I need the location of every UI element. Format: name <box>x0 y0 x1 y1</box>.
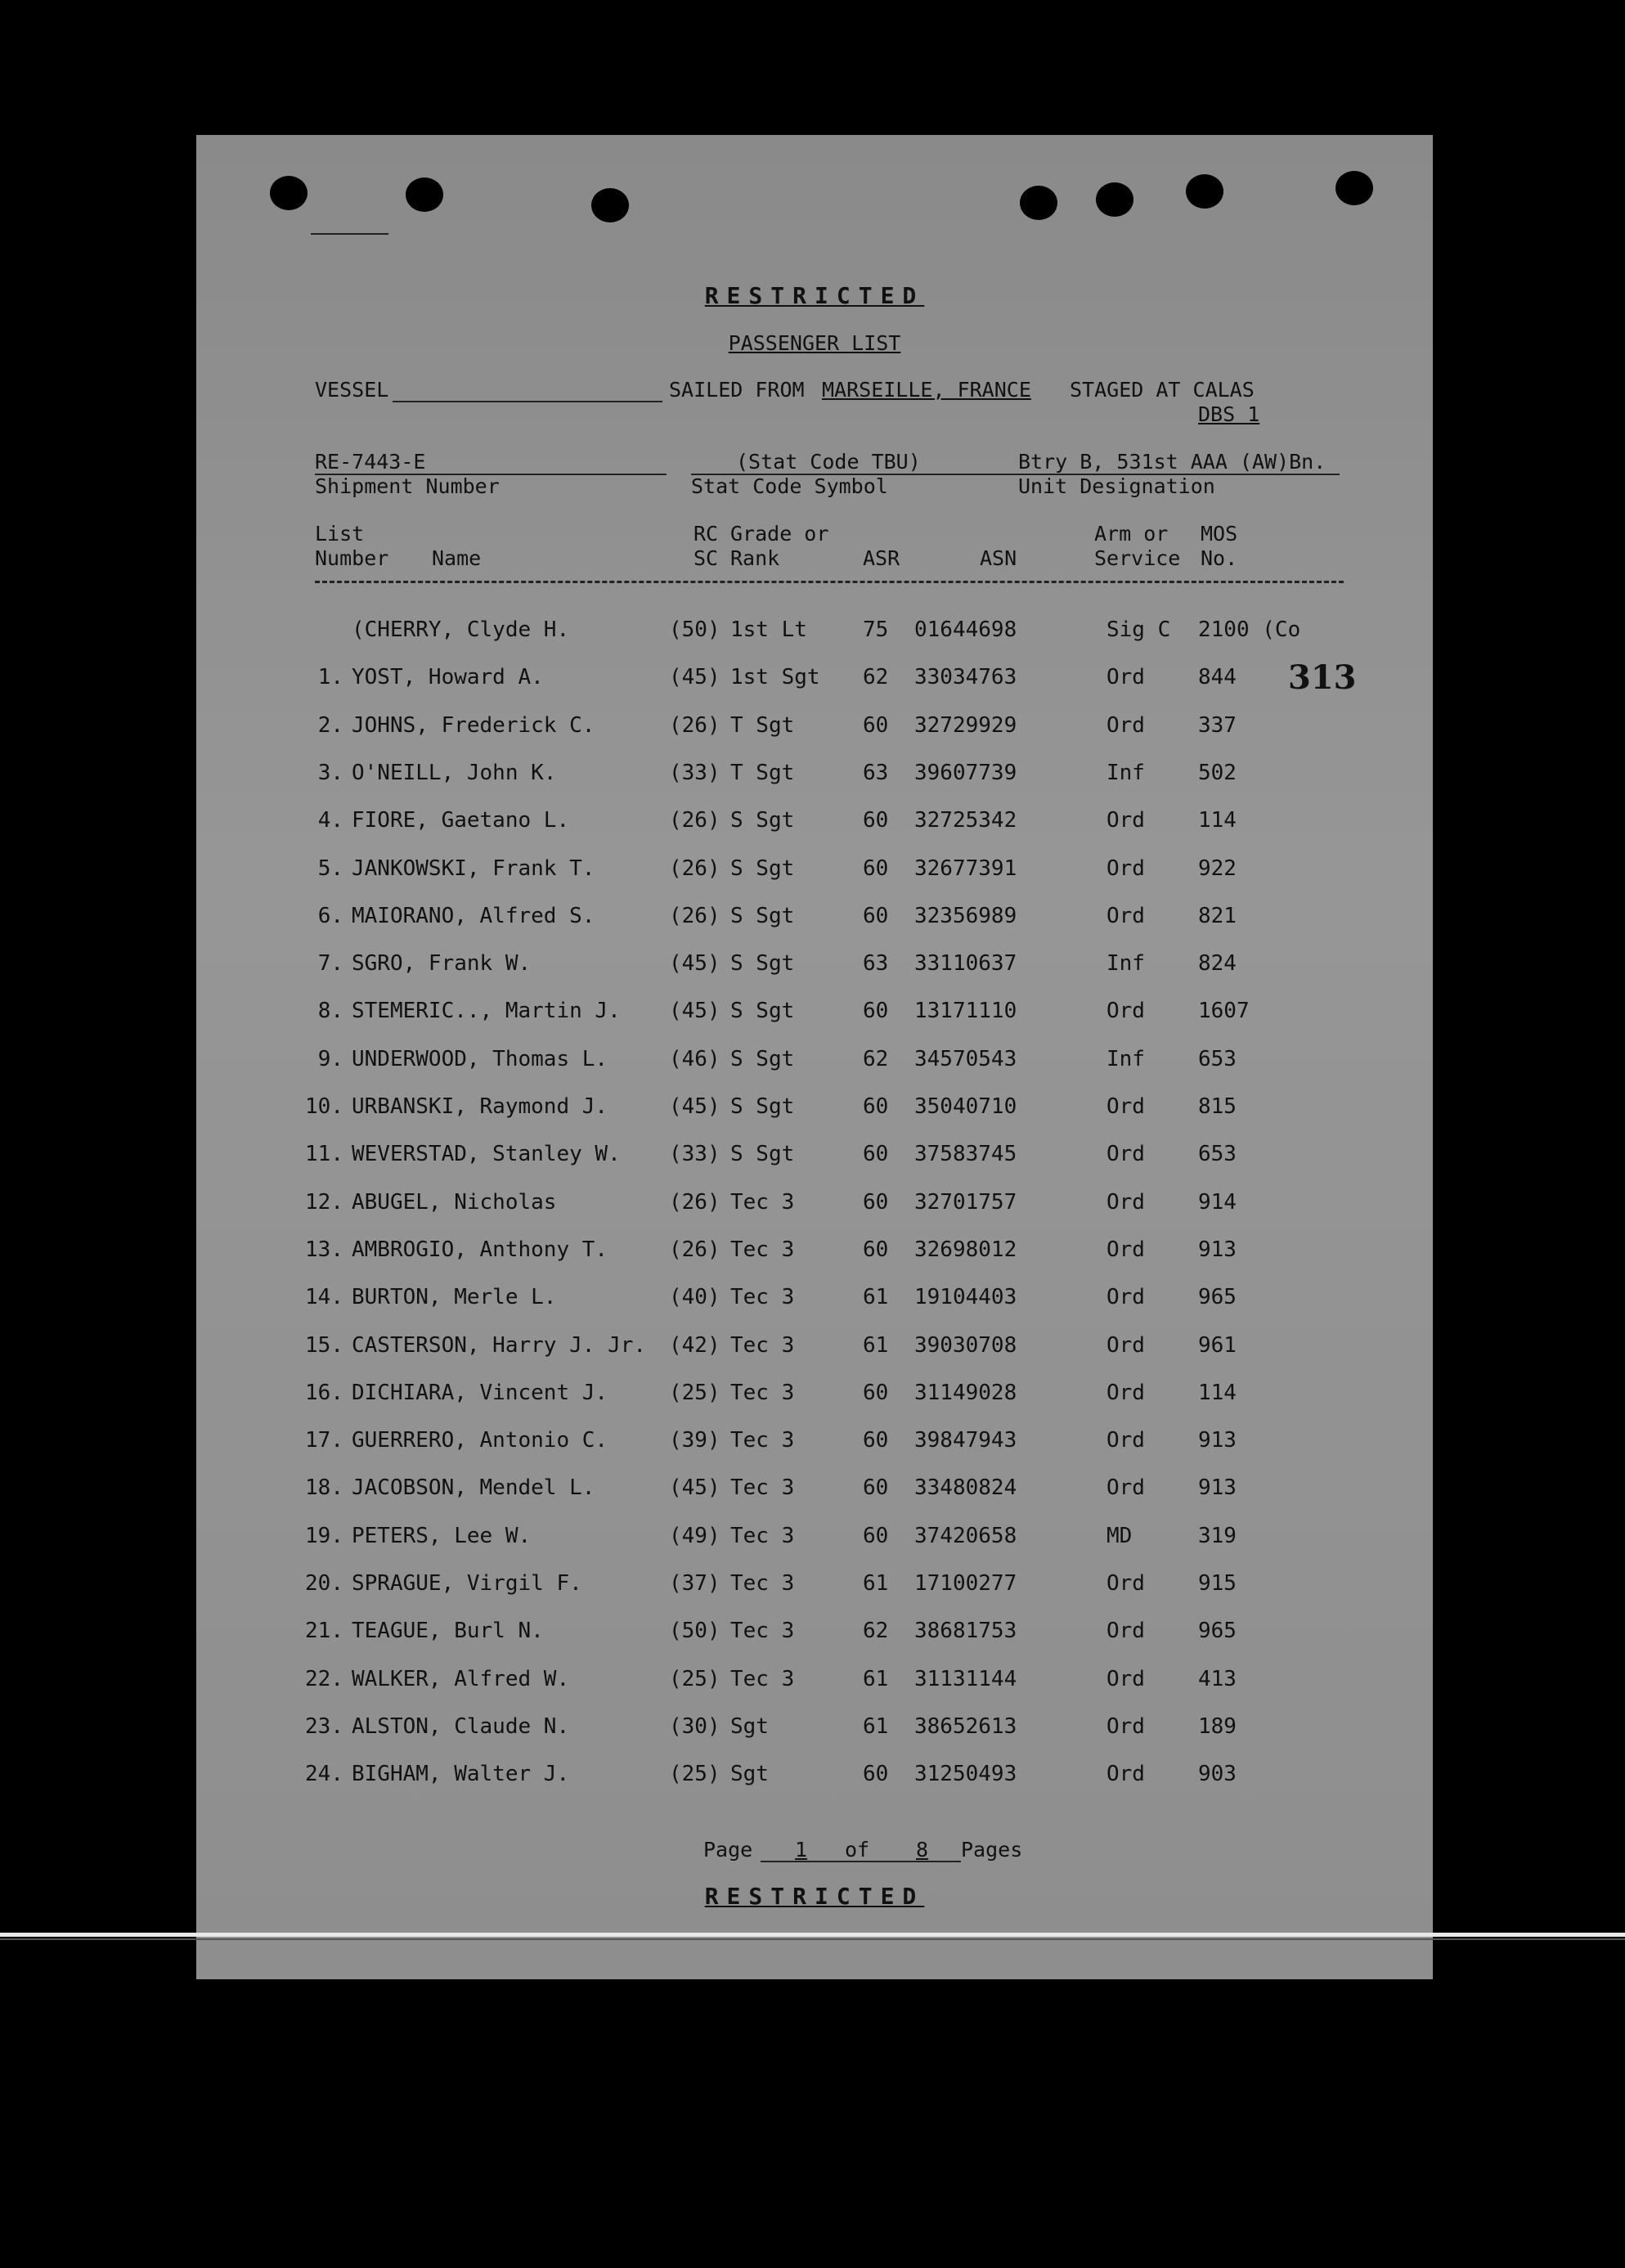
mos-number: 965 <box>1198 1619 1237 1643</box>
mos-number: 189 <box>1198 1714 1237 1739</box>
arm-service: Inf <box>1107 761 1145 785</box>
stat-code-value: (Stat Code TBU) <box>736 450 921 474</box>
asr-score: 75 <box>863 618 889 642</box>
rc-sc: (50) <box>669 618 720 642</box>
col-list-number-2: Number <box>315 546 389 570</box>
asn-number: 32698012 <box>914 1237 1017 1262</box>
asn-number: 34570543 <box>914 1047 1017 1071</box>
stamp-number: 313 <box>1288 658 1357 697</box>
mos-number: 913 <box>1198 1237 1237 1262</box>
arm-service: Ord <box>1107 1142 1145 1166</box>
header-dashed-rule <box>315 581 1344 583</box>
grade-rank: Tec 3 <box>730 1381 795 1405</box>
grade-rank: S Sgt <box>730 856 795 881</box>
asn-number: 19104403 <box>914 1285 1017 1309</box>
arm-service: Ord <box>1107 808 1145 833</box>
arm-service: Ord <box>1107 1475 1145 1500</box>
grade-rank: S Sgt <box>730 1142 795 1166</box>
mos-number: 502 <box>1198 761 1237 785</box>
passenger-name: TEAGUE, Burl N. <box>352 1619 544 1643</box>
unit-designation-value: Btry B, 531st AAA (AW)Bn. <box>1018 450 1326 474</box>
binder-hole <box>406 177 443 212</box>
arm-service: Ord <box>1107 999 1145 1023</box>
mos-number: 913 <box>1198 1475 1237 1500</box>
mos-number: 413 <box>1198 1667 1237 1691</box>
arm-service: Inf <box>1107 1047 1145 1071</box>
mos-number: 961 <box>1198 1333 1237 1358</box>
list-number: 5. <box>317 856 343 881</box>
asn-number: 33034763 <box>914 665 1017 689</box>
grade-rank: T Sgt <box>730 713 795 738</box>
passenger-name: URBANSKI, Raymond J. <box>352 1094 608 1119</box>
list-number: 14. <box>305 1285 343 1309</box>
arm-service: Ord <box>1107 1333 1145 1358</box>
arm-service: Ord <box>1107 1381 1145 1405</box>
list-number: 1. <box>317 665 343 689</box>
passenger-name: FIORE, Gaetano L. <box>352 808 570 833</box>
asn-number: 32701757 <box>914 1190 1017 1215</box>
staged-at: STAGED AT CALAS <box>1070 378 1255 402</box>
mos-number: 114 <box>1198 1381 1237 1405</box>
arm-service: Ord <box>1107 1094 1145 1119</box>
passenger-name: CASTERSON, Harry J. Jr. <box>352 1333 647 1358</box>
col-name: Name <box>432 546 482 570</box>
unit-designation-label: Unit Designation <box>1018 474 1215 498</box>
arm-service: Ord <box>1107 1190 1145 1215</box>
rc-sc: (25) <box>669 1762 720 1786</box>
rc-sc: (45) <box>669 1475 720 1500</box>
asr-score: 60 <box>863 1428 889 1453</box>
stat-code-label: Stat Code Symbol <box>691 474 888 498</box>
scan-artifact-line <box>0 1938 1625 1940</box>
asn-number: 38652613 <box>914 1714 1017 1739</box>
mos-number: 922 <box>1198 856 1237 881</box>
grade-rank: S Sgt <box>730 1094 795 1119</box>
grade-rank: S Sgt <box>730 951 795 976</box>
asr-score: 63 <box>863 951 889 976</box>
asn-number: 32356989 <box>914 904 1017 928</box>
asr-score: 60 <box>863 1094 889 1119</box>
restricted-heading-bottom: RESTRICTED <box>704 1883 925 1910</box>
dbs-number: DBS 1 <box>1198 402 1260 426</box>
rc-sc: (45) <box>669 665 720 689</box>
asn-number: 32725342 <box>914 808 1017 833</box>
col-rc: RC <box>694 522 719 546</box>
col-arm: Arm or <box>1094 522 1169 546</box>
vessel-blank-line <box>393 401 662 402</box>
mos-number: 1607 <box>1198 999 1250 1023</box>
asr-score: 60 <box>863 1381 889 1405</box>
page-label: Page <box>703 1838 753 1862</box>
passenger-name: JACOBSON, Mendel L. <box>352 1475 595 1500</box>
passenger-name: O'NEILL, John K. <box>352 761 557 785</box>
grade-rank: Sgt <box>730 1714 769 1739</box>
asn-number: 33110637 <box>914 951 1017 976</box>
passenger-name: SPRAGUE, Virgil F. <box>352 1571 582 1596</box>
page-number: 1 <box>795 1838 808 1862</box>
grade-rank: Tec 3 <box>730 1619 795 1643</box>
list-number: 7. <box>317 951 343 976</box>
rc-sc: (45) <box>669 999 720 1023</box>
passenger-name: BIGHAM, Walter J. <box>352 1762 570 1786</box>
grade-rank: Tec 3 <box>730 1667 795 1691</box>
list-number: 18. <box>305 1475 343 1500</box>
mos-number: 815 <box>1198 1094 1237 1119</box>
rc-sc: (26) <box>669 856 720 881</box>
grade-rank: S Sgt <box>730 999 795 1023</box>
asr-score: 61 <box>863 1333 889 1358</box>
asn-number: 37583745 <box>914 1142 1017 1166</box>
passenger-name: UNDERWOOD, Thomas L. <box>352 1047 608 1071</box>
arm-service: Ord <box>1107 1667 1145 1691</box>
asn-number: 32729929 <box>914 713 1017 738</box>
binder-hole <box>270 176 307 210</box>
grade-rank: Tec 3 <box>730 1190 795 1215</box>
passenger-name: JOHNS, Frederick C. <box>352 713 595 738</box>
passenger-name: MAIORANO, Alfred S. <box>352 904 595 928</box>
arm-service: Ord <box>1107 856 1145 881</box>
asr-score: 61 <box>863 1667 889 1691</box>
mos-number: 965 <box>1198 1285 1237 1309</box>
col-mos: MOS <box>1201 522 1238 546</box>
passenger-name: JANKOWSKI, Frank T. <box>352 856 595 881</box>
asn-number: 35040710 <box>914 1094 1017 1119</box>
col-rank: Rank <box>730 546 780 570</box>
of-label: of <box>845 1838 870 1862</box>
passenger-name: AMBROGIO, Anthony T. <box>352 1237 608 1262</box>
list-number: 20. <box>305 1571 343 1596</box>
sailed-from-value: MARSEILLE, FRANCE <box>822 378 1031 402</box>
asr-score: 60 <box>863 808 889 833</box>
col-asn: ASN <box>980 546 1017 570</box>
grade-rank: 1st Lt <box>730 618 807 642</box>
asr-score: 61 <box>863 1285 889 1309</box>
rc-sc: (49) <box>669 1524 720 1548</box>
passenger-name: BURTON, Merle L. <box>352 1285 557 1309</box>
restricted-heading-top: RESTRICTED <box>704 282 925 309</box>
grade-rank: Tec 3 <box>730 1428 795 1453</box>
arm-service: Ord <box>1107 665 1145 689</box>
shipment-number-value: RE-7443-E <box>315 450 426 474</box>
asn-number: 31131144 <box>914 1667 1017 1691</box>
rc-sc: (45) <box>669 951 720 976</box>
grade-rank: S Sgt <box>730 904 795 928</box>
asr-score: 61 <box>863 1714 889 1739</box>
asr-score: 63 <box>863 761 889 785</box>
asr-score: 60 <box>863 1142 889 1166</box>
arm-service: Ord <box>1107 904 1145 928</box>
list-number: 8. <box>317 999 343 1023</box>
list-number: 23. <box>305 1714 343 1739</box>
col-asr: ASR <box>863 546 900 570</box>
sailed-from-label: SAILED FROM <box>669 378 805 402</box>
asr-score: 60 <box>863 904 889 928</box>
passenger-name: STEMERIC.., Martin J. <box>352 999 621 1023</box>
passenger-name: ABUGEL, Nicholas <box>352 1190 557 1215</box>
arm-service: Ord <box>1107 1762 1145 1786</box>
rc-sc: (26) <box>669 1190 720 1215</box>
mos-number: 844 <box>1198 665 1237 689</box>
grade-rank: T Sgt <box>730 761 795 785</box>
list-number: 15. <box>305 1333 343 1358</box>
list-number: 17. <box>305 1428 343 1453</box>
rc-sc: (39) <box>669 1428 720 1453</box>
total-pages: 8 <box>916 1838 929 1862</box>
grade-rank: Tec 3 <box>730 1571 795 1596</box>
rc-sc: (26) <box>669 713 720 738</box>
rc-sc: (30) <box>669 1714 720 1739</box>
binder-hole <box>1335 171 1373 205</box>
binder-hole <box>591 188 629 222</box>
asr-score: 61 <box>863 1571 889 1596</box>
list-number: 16. <box>305 1381 343 1405</box>
asn-number: 13171110 <box>914 999 1017 1023</box>
grade-rank: Tec 3 <box>730 1524 795 1548</box>
rc-sc: (40) <box>669 1285 720 1309</box>
mos-number: 2100 (Co <box>1198 618 1301 642</box>
col-service: Service <box>1094 546 1181 570</box>
mos-number: 824 <box>1198 951 1237 976</box>
pages-label: Pages <box>961 1838 1023 1862</box>
mos-number: 319 <box>1198 1524 1237 1548</box>
mos-number: 653 <box>1198 1142 1237 1166</box>
rc-sc: (26) <box>669 1237 720 1262</box>
grade-rank: Sgt <box>730 1762 769 1786</box>
asr-score: 62 <box>863 665 889 689</box>
asn-number: 39847943 <box>914 1428 1017 1453</box>
binder-hole <box>1096 182 1133 217</box>
passenger-name: YOST, Howard A. <box>352 665 544 689</box>
grade-rank: S Sgt <box>730 808 795 833</box>
arm-service: Ord <box>1107 713 1145 738</box>
arm-service: Ord <box>1107 1714 1145 1739</box>
col-sc: SC <box>694 546 719 570</box>
rc-sc: (25) <box>669 1381 720 1405</box>
passenger-name: WEVERSTAD, Stanley W. <box>352 1142 621 1166</box>
asn-number: 37420658 <box>914 1524 1017 1548</box>
passenger-name: GUERRERO, Antonio C. <box>352 1428 608 1453</box>
passenger-name: PETERS, Lee W. <box>352 1524 532 1548</box>
passenger-list-title: PASSENGER LIST <box>728 331 901 355</box>
grade-rank: 1st Sgt <box>730 665 820 689</box>
list-number: 12. <box>305 1190 343 1215</box>
mos-number: 337 <box>1198 713 1237 738</box>
asn-number: 01644698 <box>914 618 1017 642</box>
list-number: 19. <box>305 1524 343 1548</box>
shipment-number-label: Shipment Number <box>315 474 500 498</box>
arm-service: Ord <box>1107 1428 1145 1453</box>
rc-sc: (42) <box>669 1333 720 1358</box>
arm-service: Ord <box>1107 1619 1145 1643</box>
asr-score: 60 <box>863 713 889 738</box>
list-number: 13. <box>305 1237 343 1262</box>
vessel-label: VESSEL <box>315 378 389 402</box>
arm-service: Inf <box>1107 951 1145 976</box>
asn-number: 32677391 <box>914 856 1017 881</box>
rc-sc: (26) <box>669 904 720 928</box>
asn-number: 17100277 <box>914 1571 1017 1596</box>
rc-sc: (33) <box>669 1142 720 1166</box>
mos-number: 653 <box>1198 1047 1237 1071</box>
mos-number: 914 <box>1198 1190 1237 1215</box>
list-number: 4. <box>317 808 343 833</box>
grade-rank: S Sgt <box>730 1047 795 1071</box>
asn-number: 31250493 <box>914 1762 1017 1786</box>
arm-service: Ord <box>1107 1571 1145 1596</box>
asn-number: 39607739 <box>914 761 1017 785</box>
passenger-name: DICHIARA, Vincent J. <box>352 1381 608 1405</box>
list-number: 10. <box>305 1094 343 1119</box>
asn-number: 33480824 <box>914 1475 1017 1500</box>
mos-number: 903 <box>1198 1762 1237 1786</box>
arm-service: Sig C <box>1107 618 1171 642</box>
asr-score: 62 <box>863 1619 889 1643</box>
arm-service: Ord <box>1107 1285 1145 1309</box>
binder-hole <box>1020 186 1057 220</box>
asr-score: 60 <box>863 1237 889 1262</box>
binder-hole <box>1186 174 1223 209</box>
asn-number: 31149028 <box>914 1381 1017 1405</box>
mos-number: 915 <box>1198 1571 1237 1596</box>
asn-number: 39030708 <box>914 1333 1017 1358</box>
list-number: 3. <box>317 761 343 785</box>
list-number: 11. <box>305 1142 343 1166</box>
asr-score: 60 <box>863 1762 889 1786</box>
scan-artifact-line <box>0 1933 1625 1937</box>
asn-number: 38681753 <box>914 1619 1017 1643</box>
asr-score: 60 <box>863 856 889 881</box>
pencil-mark <box>311 233 388 235</box>
asr-score: 60 <box>863 1524 889 1548</box>
grade-rank: Tec 3 <box>730 1285 795 1309</box>
asr-score: 60 <box>863 1475 889 1500</box>
col-list-number: List <box>315 522 365 546</box>
rc-sc: (33) <box>669 761 720 785</box>
grade-rank: Tec 3 <box>730 1237 795 1262</box>
passenger-name: (CHERRY, Clyde H. <box>352 618 570 642</box>
rc-sc: (37) <box>669 1571 720 1596</box>
mos-number: 821 <box>1198 904 1237 928</box>
list-number: 2. <box>317 713 343 738</box>
arm-service: Ord <box>1107 1237 1145 1262</box>
asr-score: 60 <box>863 999 889 1023</box>
list-number: 24. <box>305 1762 343 1786</box>
mos-number: 913 <box>1198 1428 1237 1453</box>
page-blank-line <box>761 1861 961 1862</box>
document-page <box>196 135 1433 1979</box>
passenger-name: ALSTON, Claude N. <box>352 1714 570 1739</box>
rc-sc: (26) <box>669 808 720 833</box>
rc-sc: (45) <box>669 1094 720 1119</box>
list-number: 9. <box>317 1047 343 1071</box>
list-number: 21. <box>305 1619 343 1643</box>
list-number: 22. <box>305 1667 343 1691</box>
grade-rank: Tec 3 <box>730 1333 795 1358</box>
passenger-name: SGRO, Frank W. <box>352 951 532 976</box>
mos-number: 114 <box>1198 808 1237 833</box>
grade-rank: Tec 3 <box>730 1475 795 1500</box>
asr-score: 62 <box>863 1047 889 1071</box>
arm-service: MD <box>1107 1524 1133 1548</box>
rc-sc: (25) <box>669 1667 720 1691</box>
col-mos-no: No. <box>1201 546 1238 570</box>
rc-sc: (50) <box>669 1619 720 1643</box>
passenger-name: WALKER, Alfred W. <box>352 1667 570 1691</box>
asr-score: 60 <box>863 1190 889 1215</box>
rc-sc: (46) <box>669 1047 720 1071</box>
col-grade: Grade or <box>730 522 829 546</box>
list-number: 6. <box>317 904 343 928</box>
